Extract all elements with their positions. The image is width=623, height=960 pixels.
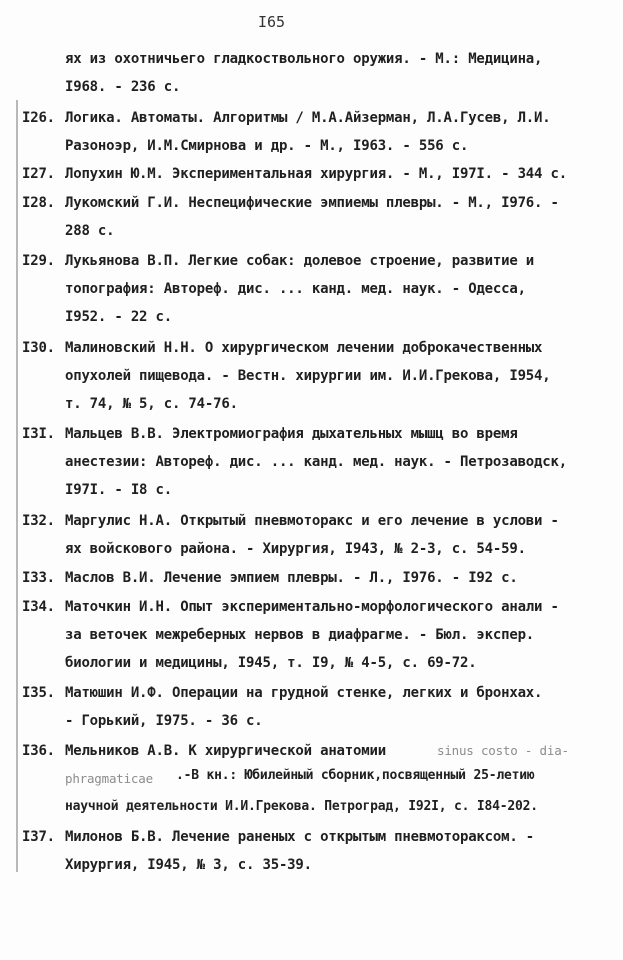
entry-line: Разоноэр, И.М.Смирнова и др. - М., I963. - 556 с.	[65, 138, 469, 154]
entry-number: I28.	[22, 195, 55, 211]
entry-line: топография: Автореф. дис. ... канд. мед. наук. - Одесса,	[65, 281, 526, 297]
entry-number: I36.	[22, 743, 55, 759]
entry-line: Лукомский Г.И. Неспецифические эмпиемы плевры. - М., I976. -	[65, 195, 559, 211]
entry-line: Лопухин Ю.М. Экспериментальная хирургия. - М., I97I. - 344 с.	[65, 166, 567, 182]
entry-line: Хирургия, I945, № 3, с. 35-39.	[65, 857, 312, 873]
entry-line: Маточкин И.Н. Опыт экспериментально-морфологического анали -	[65, 599, 559, 615]
entry-line: опухолей пищевода. - Вестн. хирургии им. И.И.Грекова, I954,	[65, 368, 551, 384]
entry-line: за веточек межреберных нервов в диафрагме. - Бюл. экспер.	[65, 627, 535, 643]
entry-number: I29.	[22, 253, 55, 269]
entry-number: I34.	[22, 599, 55, 615]
entry-line: Маслов В.И. Лечение эмпием плевры. - Л., I976. - I92 с.	[65, 570, 518, 586]
entry-line: I97I. - I8 с.	[65, 482, 172, 498]
latin-term-continuation: phragmaticae	[65, 771, 153, 786]
entry-line: научной деятельности И.И.Грекова. Петроград, I92I, с. I84-202.	[65, 799, 538, 814]
entry-number: I37.	[22, 829, 55, 845]
entry-line: I952. - 22 с.	[65, 309, 172, 325]
entry-line: ях из охотничьего гладкоствольного оружия. - М.: Медицина,	[65, 51, 543, 67]
entry-line: .-В кн.: Юбилейный сборник,посвященный 25-летию	[176, 768, 535, 783]
entry-line: Милонов Б.В. Лечение раненых с открытым пневмотораксом. -	[65, 829, 535, 845]
entry-line: Логика. Автоматы. Алгоритмы / М.А.Айзерман, Л.А.Гусев, Л.И.	[65, 110, 551, 126]
entry-number: I27.	[22, 166, 55, 182]
entry-number: I30.	[22, 340, 55, 356]
entry-line: I968. - 236 с.	[65, 79, 181, 95]
entry-line: Лукьянова В.П. Легкие собак: долевое строение, развитие и	[65, 253, 535, 269]
entry-line: Малиновский Н.Н. О хирургическом лечении доброкачественных	[65, 340, 543, 356]
latin-term: sinus costo - dia-	[437, 743, 569, 758]
entry-line: - Горький, I975. - 36 с.	[65, 713, 263, 729]
entry-number: I33.	[22, 570, 55, 586]
entry-line: 288 с.	[65, 223, 115, 239]
entry-line: биологии и медицины, I945, т. I9, № 4-5, с. 69-72.	[65, 655, 477, 671]
page-number: I65	[257, 13, 286, 31]
entry-number: I3I.	[22, 426, 55, 442]
margin-rule	[16, 100, 18, 872]
entry-line: Мельников А.В. К хирургической анатомии	[65, 743, 386, 759]
entry-line: Матюшин И.Ф. Операции на грудной стенке, легких и бронхах.	[65, 685, 543, 701]
entry-number: I26.	[22, 110, 55, 126]
entry-line: анестезии: Автореф. дис. ... канд. мед. наук. - Петрозаводск,	[65, 454, 567, 470]
entry-line: ях войскового района. - Хирургия, I943, № 2-3, с. 54-59.	[65, 541, 526, 557]
entry-number: I35.	[22, 685, 55, 701]
entry-number: I32.	[22, 513, 55, 529]
entry-line: Маргулис Н.А. Открытый пневмоторакс и его лечение в услови -	[65, 513, 559, 529]
entry-line: т. 74, № 5, с. 74-76.	[65, 396, 238, 412]
entry-line: Мальцев В.В. Электромиография дыхательных мышц во время	[65, 426, 518, 442]
